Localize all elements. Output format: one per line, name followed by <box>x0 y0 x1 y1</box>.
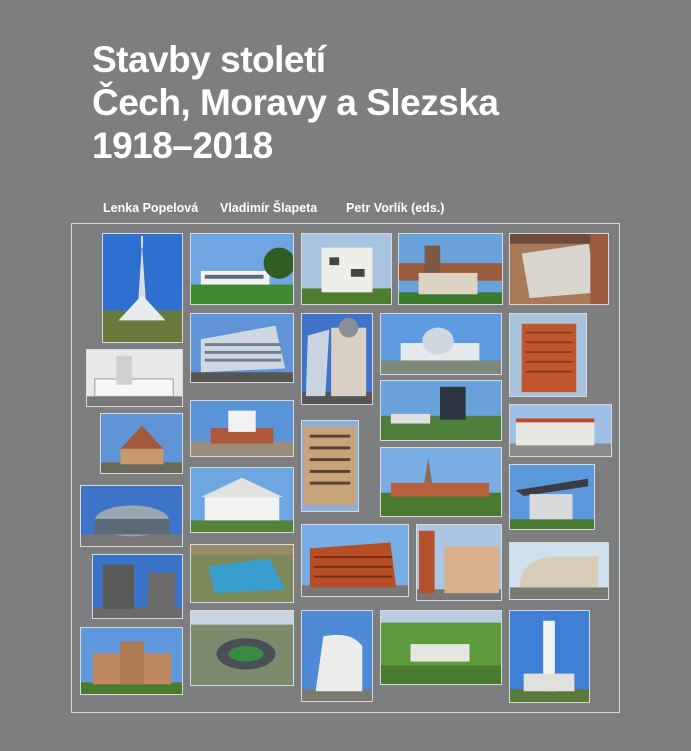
author-3: Petr Vorlík (eds.) <box>346 201 445 215</box>
photo-curved-white-building <box>509 542 609 600</box>
photo-city-block-facade <box>301 420 359 512</box>
photo-hillside-building-street <box>509 404 612 457</box>
title-line-3: 1918–2018 <box>92 125 273 166</box>
photo-white-cube-villa <box>301 233 392 305</box>
author-1: Lenka Popelová <box>103 201 199 215</box>
authors-line <box>0 201 691 221</box>
photo-red-tower-street-view <box>416 524 502 601</box>
photo-brick-high-rise-office <box>509 313 587 397</box>
photo-aerial-round-stadium <box>190 610 294 686</box>
photo-white-modern-church <box>190 400 294 457</box>
photo-round-glass-pavilion <box>380 313 502 375</box>
title-line-2: Čech, Moravy a Slezska <box>92 82 499 123</box>
photo-hotel-with-projecting-roof <box>509 464 595 530</box>
photo-dancing-house <box>301 313 373 405</box>
photo-tv-tower-ridge <box>102 233 183 343</box>
photo-town-panorama-gothic-church <box>380 447 502 517</box>
photo-aerial-complex-green-landscape <box>380 610 502 685</box>
photo-aerial-city-square <box>509 233 609 305</box>
photo-clock-tower-civic-building <box>398 233 503 305</box>
title-line-1: Stavby století <box>92 39 326 80</box>
photo-white-colonnaded-villa <box>190 467 294 533</box>
author-2: Vladimír Šlapeta <box>220 201 318 215</box>
photo-white-church-tower <box>509 610 590 703</box>
photo-brick-corner-department-store <box>301 524 409 597</box>
photo-symmetric-brick-institute <box>80 627 183 695</box>
cover-title <box>92 38 499 167</box>
photo-white-curved-chapel <box>301 610 373 702</box>
photo-outdoor-swimming-pool <box>190 544 294 603</box>
photo-domed-historic-building <box>100 413 183 474</box>
photo-round-grid-rotunda <box>80 485 183 547</box>
photo-glass-office-block <box>190 313 294 383</box>
photo-white-functionalist-building <box>86 349 183 407</box>
photo-riverside-tall-tower <box>380 380 502 441</box>
photo-modernist-villa-garden <box>190 233 294 305</box>
photo-twin-grey-towers <box>92 554 183 619</box>
